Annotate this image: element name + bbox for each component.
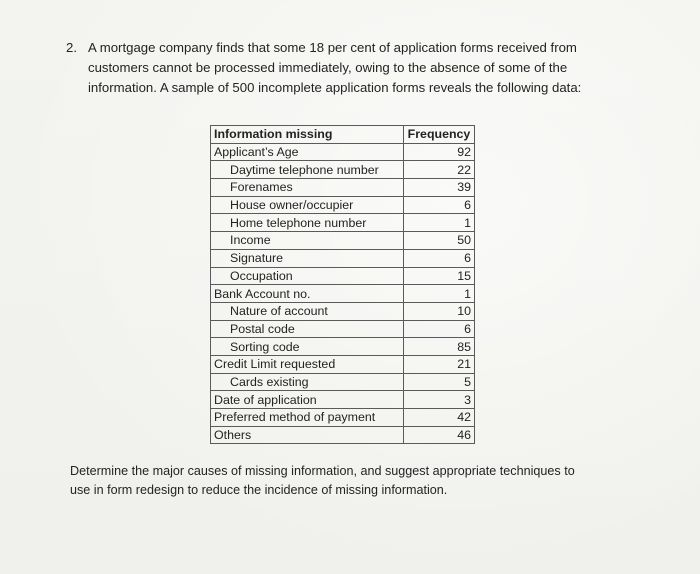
row-frequency: 50 (404, 232, 475, 250)
table-row (211, 267, 475, 285)
question-line: information. A sample of 500 incomplete application forms reveals the following data: (88, 80, 582, 95)
task-instructions (70, 462, 630, 500)
table-row (211, 179, 475, 197)
row-item: Forenames (211, 179, 404, 197)
row-item: Occupation (211, 267, 404, 285)
row-frequency: 39 (404, 179, 475, 197)
row-frequency: 5 (404, 373, 475, 391)
row-frequency: 6 (404, 320, 475, 338)
row-item: Signature (211, 249, 404, 267)
row-frequency: 21 (404, 355, 475, 373)
table-row (211, 196, 475, 214)
table-row (211, 302, 475, 320)
row-item: Others (211, 426, 404, 444)
table-row (211, 214, 475, 232)
row-item: Applicant’s Age (211, 143, 404, 161)
table-row (211, 320, 475, 338)
row-item: Home telephone number (211, 214, 404, 232)
row-frequency: 10 (404, 302, 475, 320)
instruction-line: Determine the major causes of missing information, and suggest appropriate techniques to (70, 464, 575, 478)
table-row (211, 391, 475, 409)
row-frequency: 1 (404, 285, 475, 303)
row-frequency: 92 (404, 143, 475, 161)
row-frequency: 85 (404, 338, 475, 356)
table-row (211, 285, 475, 303)
row-item: Sorting code (211, 338, 404, 356)
table-row (211, 373, 475, 391)
row-frequency: 15 (404, 267, 475, 285)
row-frequency: 1 (404, 214, 475, 232)
row-frequency: 22 (404, 161, 475, 179)
row-item: Bank Account no. (211, 285, 404, 303)
row-item: Cards existing (211, 373, 404, 391)
table-row (211, 355, 475, 373)
question-line: customers cannot be processed immediately, owing to the absence of some of the (88, 60, 568, 75)
row-frequency: 6 (404, 249, 475, 267)
missing-info-table-wrapper (210, 125, 475, 444)
question-line: A mortgage company finds that some 18 per cent of application forms received from (88, 40, 577, 55)
row-item: Postal code (211, 320, 404, 338)
row-frequency: 6 (404, 196, 475, 214)
row-frequency: 3 (404, 391, 475, 409)
row-item: House owner/occupier (211, 196, 404, 214)
table-row (211, 409, 475, 427)
row-item: Date of application (211, 391, 404, 409)
table-row (211, 232, 475, 250)
table-row (211, 143, 475, 161)
table-row (211, 338, 475, 356)
instruction-line: use in form redesign to reduce the incidence of missing information. (70, 483, 448, 497)
question-number: 2. (66, 40, 77, 55)
row-item: Income (211, 232, 404, 250)
table-row (211, 161, 475, 179)
missing-info-table (210, 125, 475, 444)
question-text (66, 38, 626, 98)
row-item: Credit Limit requested (211, 355, 404, 373)
question-body (88, 38, 626, 98)
row-frequency: 46 (404, 426, 475, 444)
table-row (211, 249, 475, 267)
row-item: Preferred method of payment (211, 409, 404, 427)
table-header-row (211, 126, 475, 144)
header-information-missing: Information missing (211, 126, 404, 144)
row-item: Daytime telephone number (211, 161, 404, 179)
row-item: Nature of account (211, 302, 404, 320)
header-frequency: Frequency (404, 126, 475, 144)
table-row (211, 426, 475, 444)
row-frequency: 42 (404, 409, 475, 427)
